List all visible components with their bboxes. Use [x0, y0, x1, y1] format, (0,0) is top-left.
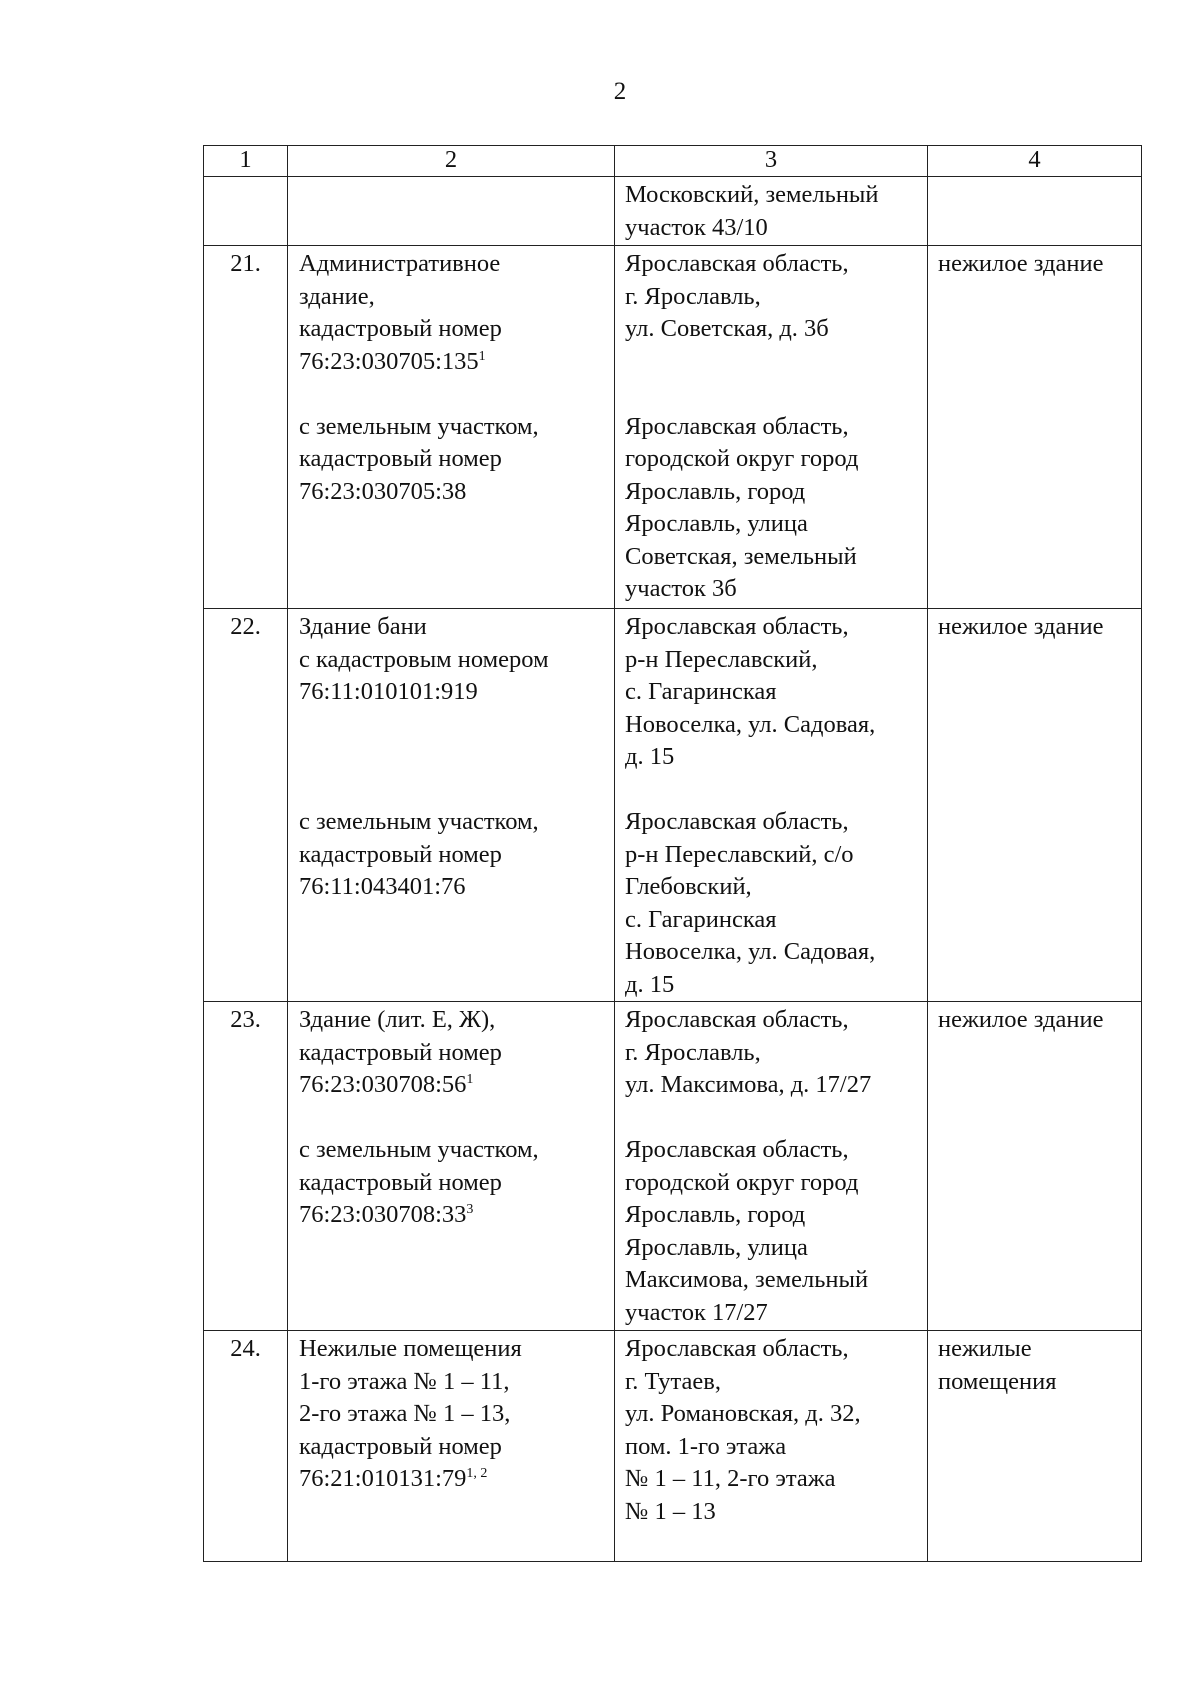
- land-cadastral-number: $76:23:030708:33^3$: [299, 1201, 474, 1228]
- address-line: р-н Переславский,: [625, 645, 818, 673]
- land-address-line: Советская, земельный: [625, 542, 857, 570]
- address-line: Новоселка, ул. Садовая,: [625, 710, 876, 738]
- table-row: [204, 246, 1142, 609]
- land-address-line: городской округ город: [625, 1168, 859, 1196]
- land-line: кадастровый номер: [299, 1168, 502, 1196]
- footnote-ref: 1: [478, 348, 486, 364]
- land-address-line: р-н Переславский, с/о: [625, 840, 854, 868]
- address-line: Ярославская область,: [625, 613, 849, 640]
- row-number: 24.: [204, 1331, 288, 1562]
- address-line: Московский, земельный: [625, 181, 879, 208]
- land-address-line: Ярославль, улица: [625, 1233, 808, 1261]
- kind-line: нежилое здание: [938, 250, 1104, 277]
- kind-line: помещения: [938, 1367, 1057, 1395]
- object-line: кадастровый номер: [299, 1038, 502, 1066]
- object-line: Административное: [299, 250, 501, 277]
- land-line: с земельным участком,: [299, 808, 539, 835]
- land-address-line: Ярославль, город: [625, 477, 806, 505]
- land-line: с земельным участком,: [299, 1136, 539, 1163]
- land-address-line: д. 15: [625, 970, 675, 998]
- address-line: г. Ярославль,: [625, 1038, 761, 1066]
- land-address-line: Ярославль, город: [625, 1201, 806, 1228]
- column-header: 2: [288, 146, 615, 177]
- address-line: пом. 1-го этажа: [625, 1432, 787, 1460]
- address-line: № 1 – 13: [625, 1497, 716, 1525]
- footnote-ref: 3: [466, 1202, 474, 1217]
- land-line: кадастровый номер: [299, 445, 502, 472]
- page-number: 2: [613, 78, 627, 105]
- column-header: 1: [204, 146, 288, 177]
- land-address-line: городской округ город: [625, 445, 859, 472]
- cadastral-number: $76:23:030708:56^1$: [299, 1071, 474, 1098]
- land-line: с земельным участком,: [299, 412, 539, 440]
- object-line: кадастровый номер: [299, 315, 502, 342]
- land-address-line: Новоселка, ул. Садовая,: [625, 938, 876, 965]
- kind-cell: [928, 177, 1142, 246]
- column-header: 3: [615, 146, 928, 177]
- address-line: Ярославская область,: [625, 250, 849, 277]
- object-line: 2-го этажа № 1 – 13,: [299, 1400, 511, 1427]
- address-cell: [615, 246, 928, 609]
- kind-cell: [928, 246, 1142, 609]
- object-line: здание,: [299, 282, 375, 310]
- land-cadastral-number: 76:11:043401:76: [299, 873, 466, 900]
- number-cell: [204, 177, 288, 246]
- object-line: Здание (лит. Е, Ж),: [299, 1006, 496, 1033]
- address-line: г. Ярославль,: [625, 282, 761, 310]
- object-cell: [288, 609, 615, 1002]
- table-row: [204, 1331, 1142, 1562]
- row-number: 21.: [204, 246, 288, 609]
- address-line: № 1 – 11, 2-го этажа: [625, 1465, 836, 1492]
- kind-cell: [928, 1002, 1142, 1331]
- kind-line: нежилое здание: [938, 1006, 1104, 1033]
- address-line: ул. Максимова, д. 17/27: [625, 1071, 872, 1098]
- address-line: д. 15: [625, 743, 675, 770]
- row-number: 23.: [204, 1002, 288, 1331]
- object-line: кадастровый номер: [299, 1432, 502, 1460]
- footnote-ref: 1: [466, 1072, 474, 1087]
- address-line: с. Гагаринская: [625, 678, 777, 705]
- object-cell: [288, 246, 615, 609]
- row-number: 22.: [204, 609, 288, 1002]
- object-line: Нежилые помещения: [299, 1335, 522, 1362]
- address-cell: [615, 177, 928, 246]
- kind-line: нежилые: [938, 1335, 1032, 1362]
- address-line: ул. Романовская, д. 32,: [625, 1400, 861, 1427]
- object-cell: [288, 177, 615, 246]
- object-line: Здание бани: [299, 613, 427, 640]
- address-line: г. Тутаев,: [625, 1367, 721, 1395]
- object-cell: [288, 1331, 615, 1562]
- object-line: с кадастровым номером: [299, 645, 549, 673]
- cadastral-number: 76:11:010101:919: [299, 678, 478, 705]
- land-address-line: участок 3б: [625, 575, 737, 602]
- land-address-line: Максимова, земельный: [625, 1266, 869, 1293]
- column-header: 4: [928, 146, 1142, 177]
- address-cell: [615, 1002, 928, 1331]
- kind-line: нежилое здание: [938, 613, 1104, 640]
- kind-cell: [928, 609, 1142, 1002]
- land-address-line: Ярославская область,: [625, 412, 849, 440]
- object-line: 1-го этажа № 1 – 11,: [299, 1367, 510, 1395]
- address-line: Ярославская область,: [625, 1335, 849, 1362]
- address-line: ул. Советская, д. 3б: [625, 315, 829, 342]
- table-row: [204, 1002, 1142, 1331]
- cadastral-number: 76:21:010131:79$^{1, 2}$: [299, 1465, 488, 1492]
- address-cell: [615, 609, 928, 1002]
- table-row-continuation: [204, 177, 1142, 246]
- address-line: участок 43/10: [625, 213, 768, 241]
- land-address-line: участок 17/27: [625, 1298, 768, 1326]
- footnote-ref: 1, 2: [466, 1466, 488, 1481]
- cadastral-number: $76:23:030705:135^1$: [299, 347, 486, 375]
- table-header-row: [204, 146, 1142, 177]
- property-table: [203, 145, 1142, 1562]
- object-cell: [288, 1002, 615, 1331]
- land-address-line: Ярославль, улица: [625, 510, 808, 537]
- table-row: [204, 609, 1142, 1002]
- kind-cell: [928, 1331, 1142, 1562]
- address-cell: [615, 1331, 928, 1562]
- land-address-line: Ярославская область,: [625, 1136, 849, 1163]
- address-line: Ярославская область,: [625, 1006, 849, 1033]
- land-address-line: Ярославская область,: [625, 808, 849, 835]
- land-cadastral-number: 76:23:030705:38: [299, 477, 467, 505]
- land-address-line: Глебовский,: [625, 873, 752, 900]
- land-line: кадастровый номер: [299, 840, 502, 868]
- land-address-line: с. Гагаринская: [625, 905, 777, 933]
